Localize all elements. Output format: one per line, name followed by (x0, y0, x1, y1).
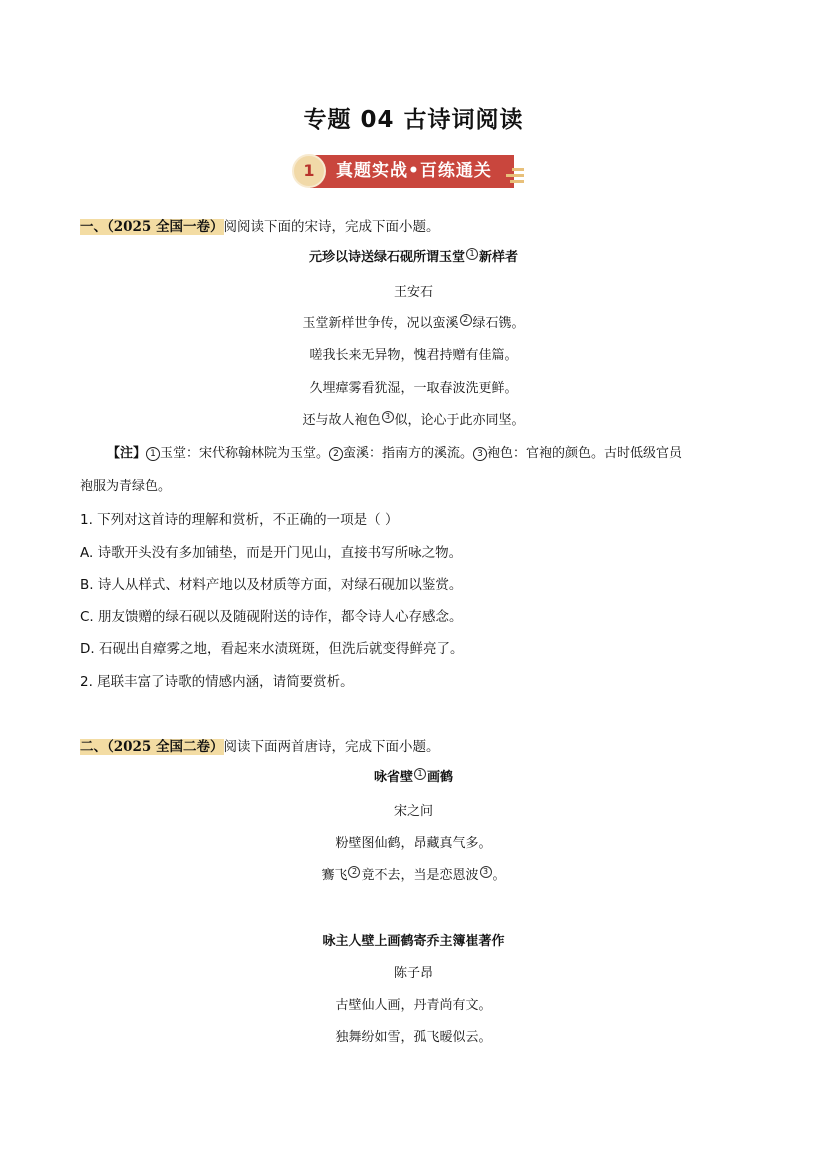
question-1: 1. 下列对这首诗的理解和赏析，不正确的一项是（ ） (80, 512, 399, 528)
poem2-author: 宋之问 (393, 804, 433, 819)
poem1-notes: 【注】 1 玉堂：宋代称翰林院为玉堂。 2 蛮溪：指南方的溪流。 3 袍色：官袍的颜色。古时低级官员 (107, 446, 683, 461)
poem2-line-2: 鶱飞 2 竟不去，当是恋恩波 3 。 (321, 866, 506, 883)
footnote-mark: 2 (348, 866, 360, 878)
poem3-line-2: 独舞纷如雪，孤飞暧似云。 (335, 1030, 492, 1045)
question-2: 2. 尾联丰富了诗歌的情感内涵，请简要赏析。 (80, 674, 354, 690)
footnote-mark: 2 (460, 314, 472, 326)
poem1-notes-continued: 袍服为青绿色。 (80, 479, 172, 494)
poem1-author: 王安石 (393, 285, 433, 300)
poem3-author: 陈子昂 (393, 966, 433, 981)
section1-intro: 阅阅读下面的宋诗，完成下面小题。 (223, 219, 440, 235)
poem1-title: 元珍以诗送绿石砚所谓玉堂 1 新样者 (308, 248, 519, 265)
question-1-option-c: C. 朋友馈赠的绿石砚以及随砚附送的诗作，都令诗人心存感念。 (80, 609, 463, 625)
question-1-option-b: B. 诗人从样式、材料产地以及材质等方面，对绿石砚加以鉴赏。 (80, 577, 463, 593)
section-banner (292, 152, 534, 194)
page-title: 专题 04 古诗词阅读 (303, 107, 524, 133)
banner-stripes-decoration (506, 168, 526, 188)
poem1-line-2: 嗟我长来无异物，愧君持赠有佳篇。 (309, 348, 518, 363)
section2-tag: 二、（2025 全国二卷） (80, 739, 224, 755)
section1-heading (80, 215, 440, 235)
poem2-line-1: 粉壁图仙鹤，昂藏真气多。 (335, 836, 492, 851)
question-1-option-a: A. 诗歌开头没有多加铺垫，而是开门见山，直接书写所咏之物。 (80, 545, 463, 561)
poem1-line-4: 还与故人袍色 3 似，论心于此亦同坚。 (302, 411, 525, 428)
section2-intro: 阅读下面两首唐诗，完成下面小题。 (223, 739, 440, 755)
poem1-line-1: 玉堂新样世争传，况以蛮溪 2 绿石镌。 (302, 314, 525, 331)
footnote-mark: 3 (382, 411, 394, 423)
banner-number-badge: 1 (292, 154, 326, 188)
section2-heading (80, 735, 440, 755)
poem1-line-3: 久埋瘴雾看犹湿，一取春波洗更鲜。 (309, 381, 518, 396)
section1-tag: 一、（2025 全国一卷） (80, 219, 224, 235)
poem2-title: 咏省壁 1 画鹤 (373, 768, 454, 785)
footnote-mark: 1 (414, 768, 426, 780)
footnote-mark: 1 (466, 248, 478, 260)
banner-label: 真题实战•百练通关 (336, 161, 492, 181)
poem3-line-1: 古壁仙人画，丹青尚有文。 (335, 998, 492, 1013)
question-1-option-d: D. 石砚出自瘴雾之地，看起来水渍斑斑，但洗后就变得鲜亮了。 (80, 641, 464, 657)
poem3-title: 咏主人壁上画鹤寄乔主簿崔著作 (322, 934, 505, 949)
footnote-mark: 3 (480, 866, 492, 878)
